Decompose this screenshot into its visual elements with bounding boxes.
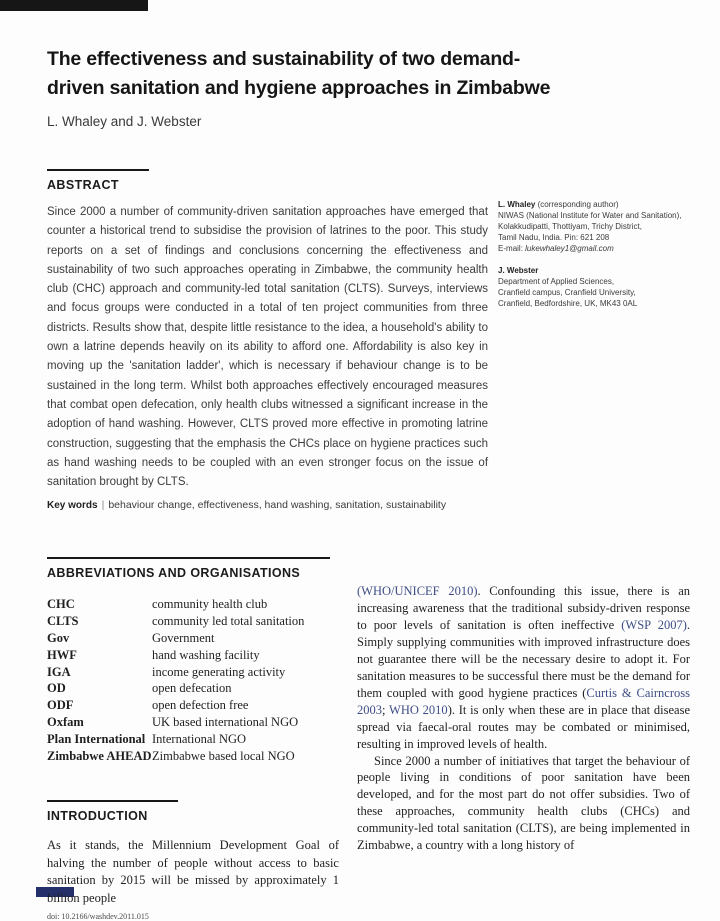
abbreviation-row <box>47 664 357 681</box>
author1-name: L. Whaley <box>498 200 536 209</box>
abbreviation-row <box>47 613 357 630</box>
two-column-body <box>47 557 690 921</box>
keywords-text: behaviour change, effectiveness, hand washing, sanitation, sustainability <box>108 499 447 512</box>
keywords-separator: | <box>101 499 105 512</box>
abbreviation-definition: income generating activity <box>152 664 286 679</box>
abbreviation-term: CLTS <box>47 614 79 629</box>
abbreviation-row <box>47 748 357 765</box>
right-column <box>357 557 690 854</box>
paper-page <box>47 0 690 921</box>
abbreviation-row <box>47 714 357 731</box>
abbreviation-row <box>47 697 357 714</box>
introduction-section <box>47 800 357 921</box>
paper-title-line1: The effectiveness and sustainability of two demand- <box>47 48 521 70</box>
abbreviation-term: HWF <box>47 647 77 662</box>
body-text-run: ). It is only when these are in place that disease spread via faecal-oral routes may be combated or minimised, resulting in improved levels of health. <box>357 702 690 751</box>
abbreviation-row <box>47 680 357 697</box>
abbreviation-definition: Government <box>152 631 215 646</box>
abbreviation-definition: Zimbabwe based local NGO <box>152 748 295 763</box>
abbreviation-definition: UK based international NGO <box>152 715 299 730</box>
citation-wsp: (WSP 2007) <box>621 618 687 633</box>
abbreviation-row <box>47 596 357 613</box>
abbreviation-term: Oxfam <box>47 715 84 730</box>
abbreviation-definition: community led total sanitation <box>152 614 305 629</box>
abbreviation-definition: International NGO <box>152 731 247 746</box>
abbreviation-definition: open defecation <box>152 681 232 696</box>
paper-authors: L. Whaley and J. Webster <box>47 114 202 129</box>
citation-who-unicef: (WHO/UNICEF 2010) <box>357 584 478 599</box>
keywords-label: Key words <box>47 500 98 512</box>
author2-affiliation-line3: Cranfield, Bedfordshire, UK, MK43 0AL <box>498 299 638 308</box>
doi-line: doi: 10.2166/washdev.2011.015 <box>47 912 149 921</box>
abstract-heading: ABSTRACT <box>47 169 149 192</box>
abbreviation-row <box>47 647 357 664</box>
abbreviation-definition: community health club <box>152 597 268 612</box>
abbreviation-row <box>47 630 357 647</box>
body-paragraph-2: Since 2000 a number of initiatives that target the behaviour of people living in conditions of poor sanitation have been developed, and for the most part do not offer subsidies. Two of these approaches, community health clubs (CHCs) and community-led total sanitation (CLTS), are being implemented in Zimbabwe, a country with a long history of <box>357 753 690 853</box>
author1-role: (corresponding author) <box>535 200 619 209</box>
author2-name: J. Webster <box>498 266 539 275</box>
author1-email: lukewhaley1@gmail.com <box>525 244 614 253</box>
abbreviation-term: Zimbabwe AHEAD <box>47 748 152 763</box>
abstract-body: Since 2000 a number of community-driven sanitation approaches have emerged that counter a historical trend to subsidise the provision of latrines to the poor. This study reports on a set of findings and conclusions concerning the effectiveness and sustainability of two such approaches operating in Zimbabwe, the community health club (CHC) approach and community-led total sanitation (CLTS). Surveys, interviews and focus groups were conducted in a total of ten project communities from three districts. Results show that, despite little resistance to the idea, a household's ability to own a latrine depends heavily on its ability to afford one. Affordability is also key in moving up the 'sanitation ladder', which is necessary if behaviour change is to be sustained in the long term. Whilst both approaches effectively encouraged measures that combat open defecation, only health clubs witnessed a significant increase in the adoption of hand washing. However, CLTS proved more effective in promoting latrine construction, suggesting that the emphasis the CHCs place on hygiene practices such as hand washing needs to be coupled with an even stronger focus on the issue of sanitation brought by CLTS. <box>47 206 489 489</box>
author2-affiliation-line2: Cranfield campus, Cranfield University, <box>498 288 636 297</box>
introduction-paragraph: As it stands, the Millennium Development Goal of halving the number of people without access to basic sanitation by 2015 will be missed by approximately 1 billion people <box>47 838 339 905</box>
abbreviation-definition: hand washing facility <box>152 647 260 662</box>
correspondence-author1-header <box>498 199 690 210</box>
paper-title <box>47 45 690 103</box>
keywords-line <box>47 499 488 511</box>
citation-curtis-cairncross: Curtis & Cairncross 2003 <box>357 685 690 717</box>
abbreviation-term: Gov <box>47 631 70 646</box>
left-column <box>47 557 357 921</box>
abstract-column <box>47 169 488 511</box>
abbreviations-table <box>47 596 357 764</box>
correspondence-author2-block <box>498 265 690 309</box>
citation-who: WHO 2010 <box>389 702 448 717</box>
author1-affiliation-line1: NIWAS (National Institute for Water and Sanitation), <box>498 211 682 220</box>
body-text-run: ; <box>382 702 390 717</box>
author1-affiliation-line3: Tamil Nadu, India. Pin: 621 208 <box>498 233 610 242</box>
body-text-run: . Confounding this issue, there is an increasing awareness that the traditional subsidy-driven response to poor levels of sanitation is often ineffective <box>357 584 690 633</box>
abbreviation-term: CHC <box>47 597 75 612</box>
abbreviation-row <box>47 731 357 748</box>
paper-title-line2: driven sanitation and hygiene approaches in Zimbabwe <box>47 77 551 99</box>
body-text-run: . Simply supplying communities with improved infrastructure does not guarantee there will be the necessary desire to adopt it. For sanitation measures to be successful there must be the demand for them coupled with good hygiene practices ( <box>357 618 690 700</box>
email-label: E-mail: <box>498 244 526 253</box>
body-paragraph-1 <box>357 583 690 752</box>
abstract-section <box>47 169 690 511</box>
abbreviation-term: OD <box>47 681 66 696</box>
correspondence-panel <box>498 169 690 511</box>
abbreviation-term: Plan International <box>47 731 146 746</box>
author2-affiliation-line1: Department of Applied Sciences, <box>498 277 615 286</box>
abbreviation-definition: open defection free <box>152 698 249 713</box>
author1-email-line <box>498 243 690 254</box>
abbreviation-term: ODF <box>47 698 74 713</box>
abbreviation-term: IGA <box>47 664 71 679</box>
introduction-heading: INTRODUCTION <box>47 800 178 823</box>
abbreviations-heading: ABBREVIATIONS AND ORGANISATIONS <box>47 557 330 580</box>
author1-affiliation-line2: Kolakkudipatti, Thottiyam, Trichy District, <box>498 222 642 231</box>
